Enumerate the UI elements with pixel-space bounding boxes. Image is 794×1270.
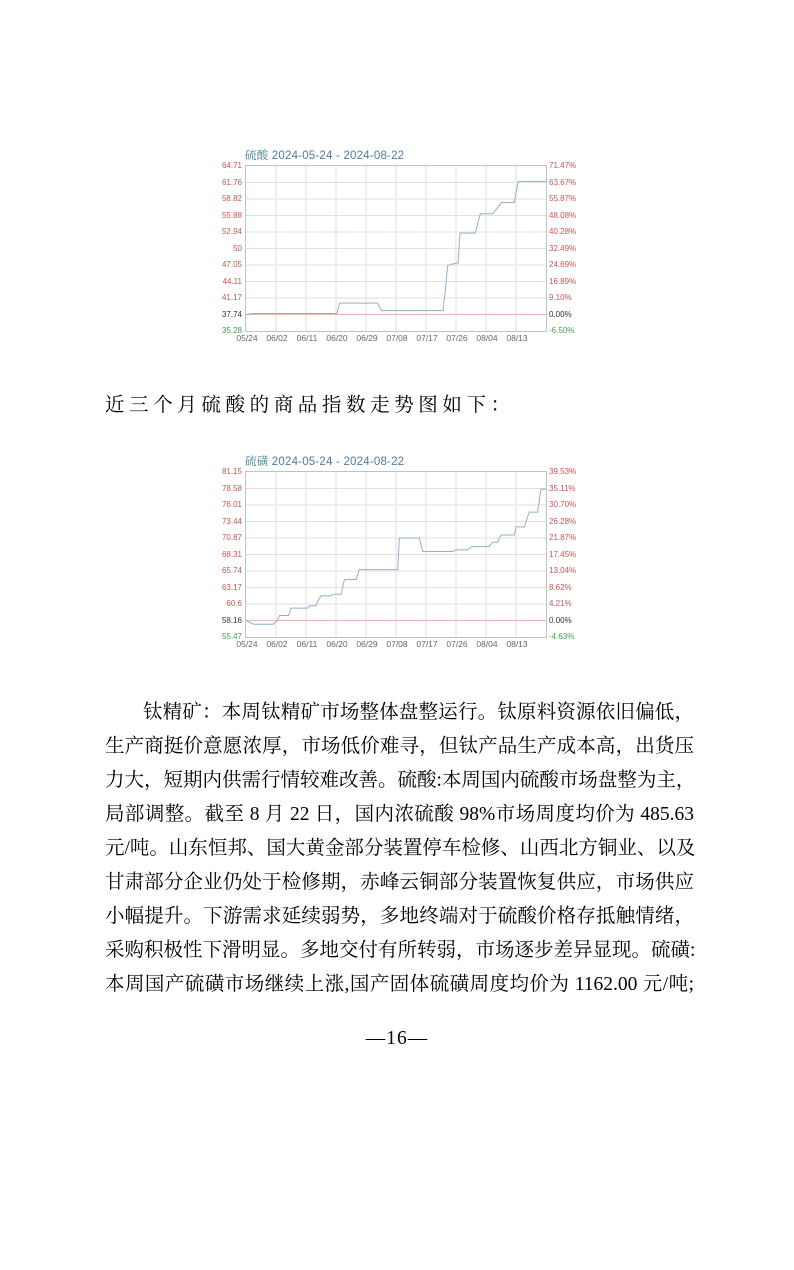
y-axis-price-label: 65.74 — [221, 566, 242, 575]
y-axis-percent-label: 16.89% — [549, 276, 577, 286]
x-axis-date-label: 06/20 — [326, 639, 348, 649]
chart-caption: 近三个月硫酸的商品指数走势图如下： — [105, 395, 515, 416]
paragraph-line: 小幅提升。下游需求延续弱势，多地终端对于硫酸价格存抵触情绪， — [105, 906, 694, 927]
x-axis-date-label: 08/04 — [476, 639, 498, 649]
y-axis-price-label: 41.17 — [221, 293, 242, 302]
y-axis-percent-label: 9.10% — [549, 293, 572, 302]
y-axis-percent-label: 17.45% — [549, 549, 577, 559]
x-axis-date-label: 05/24 — [236, 333, 258, 343]
chart-date-range: 2024-05-24 - 2024-08-22 — [268, 456, 405, 468]
y-axis-percent-label: 24.69% — [549, 260, 577, 269]
x-axis-date-label: 08/13 — [506, 333, 528, 343]
y-axis-percent-label: 4.21% — [549, 599, 572, 608]
x-axis-labels — [236, 636, 547, 653]
y-axis-percent-label: 39.53% — [549, 467, 577, 476]
x-axis-date-label: 07/26 — [446, 333, 468, 343]
x-axis-date-label: 06/20 — [326, 333, 348, 343]
x-axis-date-label: 06/11 — [296, 333, 318, 343]
y-axis-percent-label: 55.87% — [549, 194, 577, 203]
x-axis-date-label: 06/29 — [356, 639, 378, 649]
x-axis-date-label: 08/04 — [476, 333, 498, 343]
x-axis-date-label: 08/13 — [506, 639, 528, 649]
x-axis-date-label: 07/08 — [386, 333, 408, 343]
y-axis-price-label: 64.71 — [221, 161, 242, 170]
chart-commodity-name: 硫磺 — [245, 456, 269, 468]
y-axis-percent-label: 63.67% — [549, 177, 577, 187]
y-axis-price-label: 52.94 — [221, 227, 242, 236]
y-axis-price-label: 70.87 — [221, 533, 242, 542]
y-axis-price-label: 47.05 — [221, 260, 242, 269]
x-axis-labels — [236, 330, 547, 347]
x-axis-date-label: 06/11 — [296, 639, 318, 649]
paragraph-line: 本周国产硫磺市场继续上涨,国产固体硫磺周度均价为 1162.00 元/吨; — [105, 974, 694, 995]
y-axis-percent-label: -6.50% — [549, 326, 575, 335]
chart-date-range: 2024-05-24 - 2024-08-22 — [268, 150, 405, 162]
y-axis-price-label: 50 — [233, 243, 242, 253]
y-axis-price-label: 78.58 — [221, 483, 242, 493]
y-axis-percent-label: 0.00% — [549, 309, 572, 319]
y-axis-percent-label: -4.63% — [549, 632, 575, 641]
paragraph-line: 采购积极性下滑明显。多地交付有所转弱，市场逐步差异显现。硫磺: — [105, 940, 696, 961]
sulfuric-acid-index-chart — [219, 147, 794, 347]
y-axis-price-label: 61.76 — [221, 177, 242, 187]
y-axis-price-label: 76.01 — [221, 500, 242, 509]
chart-canvas — [245, 165, 547, 332]
y-axis-price-label: 35.28 — [221, 326, 242, 335]
y-axis-percent-label: 26.28% — [549, 516, 577, 526]
x-axis-date-label: 05/24 — [236, 639, 258, 649]
chart-plot-area — [221, 467, 577, 641]
x-axis-date-label: 07/26 — [446, 639, 468, 649]
y-axis-price-label: 68.31 — [221, 549, 242, 559]
y-axis-price-label: 44.11 — [222, 276, 242, 286]
paragraph-line: 甘肃部分企业仍处于检修期，赤峰云铜部分装置恢复供应，市场供应 — [105, 872, 694, 893]
y-axis-percent-label: 48.08% — [549, 210, 577, 220]
x-axis-date-label: 07/17 — [416, 639, 438, 649]
paragraph-line: 元/吨。山东恒邦、国大黄金部分装置停车检修、山西北方铜业、以及 — [105, 838, 696, 859]
y-axis-percent-label: 71.47% — [549, 161, 577, 170]
chart-title — [245, 453, 583, 469]
y-axis-price-label: 73.44 — [221, 516, 242, 526]
commodity-index-chart — [219, 453, 583, 653]
paragraph-line: 力大，短期内供需行情较难改善。硫酸:本周国内硫酸市场盘整为主， — [105, 770, 696, 791]
y-axis-price-label: 81.15 — [221, 467, 242, 476]
x-axis-date-label: 07/08 — [386, 639, 408, 649]
paragraph-line: 局部调整。截至 8 月 22 日，国内浓硫酸 98%市场周度均价为 485.63 — [105, 804, 694, 825]
y-axis-percent-label: 30.70% — [549, 500, 577, 509]
x-axis-date-label: 06/02 — [266, 639, 288, 649]
paragraph-line: 钛精矿：本周钛精矿市场整体盘整运行。钛原料资源依旧偏低， — [143, 702, 694, 723]
y-axis-percent-label: 32.49% — [549, 243, 577, 253]
chart-canvas — [245, 471, 547, 638]
sulfur-index-chart — [219, 453, 794, 653]
y-axis-percent-label: 21.87% — [549, 533, 577, 542]
commodity-index-chart — [219, 147, 583, 347]
y-axis-percent-label: 35.11% — [549, 483, 576, 493]
y-axis-price-label: 58.16 — [221, 615, 242, 625]
y-axis-percent-label: 8.62% — [549, 582, 572, 592]
document-page — [0, 147, 794, 1050]
chart-commodity-name: 硫酸 — [245, 150, 269, 162]
page-number: —16— — [365, 1028, 429, 1049]
y-axis-price-label: 63.17 — [221, 582, 242, 592]
y-axis-price-label: 37.74 — [221, 309, 242, 319]
y-axis-percent-label: 40.28% — [549, 227, 577, 236]
market-analysis-paragraph — [105, 696, 694, 1002]
y-axis-price-label: 60.6 — [226, 599, 242, 608]
y-axis-percent-label: 0.00% — [549, 615, 572, 625]
x-axis-date-label: 06/02 — [266, 333, 288, 343]
chart-plot-area — [221, 161, 577, 335]
x-axis-date-label: 07/17 — [416, 333, 438, 343]
y-axis-price-label: 58.82 — [221, 194, 242, 203]
y-axis-price-label: 55.88 — [221, 210, 242, 220]
paragraph-line: 生产商挺价意愿浓厚，市场低价难寻，但钛产品生产成本高，出货压 — [105, 736, 694, 757]
chart-title — [245, 147, 583, 163]
y-axis-price-label: 55.47 — [221, 632, 242, 641]
y-axis-percent-label: 13.04% — [549, 566, 577, 575]
x-axis-date-label: 06/29 — [356, 333, 378, 343]
